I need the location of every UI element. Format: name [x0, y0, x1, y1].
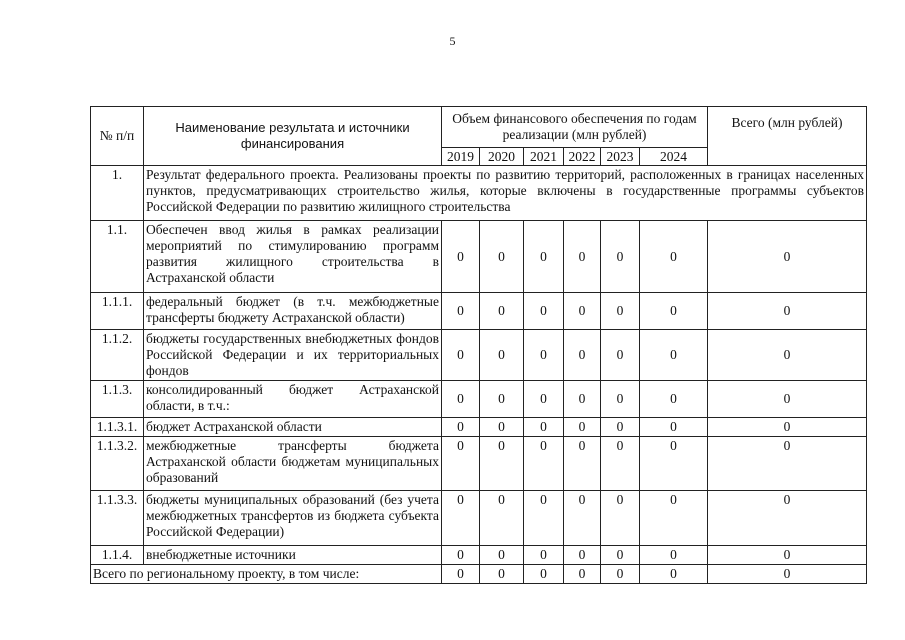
row-value-2023: 0 — [601, 221, 640, 293]
row-num: 1.1.3.1. — [91, 418, 144, 437]
row-name: бюджеты муниципальных образований (без учета межбюджетных трансфертов из бюджета субъекта Российской Федерации) — [144, 491, 442, 546]
row-value-2021: 0 — [524, 546, 564, 565]
row-value-2019: 0 — [442, 418, 480, 437]
table-row — [91, 437, 867, 491]
row-num: 1.1.1. — [91, 293, 144, 330]
row-value-2022: 0 — [564, 381, 601, 418]
row-value-2023: 0 — [601, 381, 640, 418]
row-value-2019: 0 — [442, 437, 480, 491]
row-name: внебюджетные источники — [144, 546, 442, 565]
table-row — [91, 546, 867, 565]
table-row — [91, 491, 867, 546]
year-2022: 2022 — [564, 148, 601, 166]
year-2020: 2020 — [480, 148, 524, 166]
table-row — [91, 381, 867, 418]
row-value-2020: 0 — [480, 437, 524, 491]
row-value-2021: 0 — [524, 293, 564, 330]
row-total: 0 — [708, 330, 867, 381]
row-value-2022: 0 — [564, 221, 601, 293]
footer-value-2020: 0 — [480, 565, 524, 584]
year-2023: 2023 — [601, 148, 640, 166]
row-name: федеральный бюджет (в т.ч. межбюджетные трансферты бюджету Астраханской области) — [144, 293, 442, 330]
row-value-2022: 0 — [564, 437, 601, 491]
table-row — [91, 418, 867, 437]
row-name: бюджет Астраханской области — [144, 418, 442, 437]
header-funding-col: Объем финансового обеспечения по годам реализации (млн рублей) — [442, 107, 708, 148]
row-value-2020: 0 — [480, 546, 524, 565]
row-num: 1.1.3. — [91, 381, 144, 418]
row-total: 0 — [708, 491, 867, 546]
header-num-col: № п/п — [91, 107, 144, 166]
row-value-2019: 0 — [442, 546, 480, 565]
row-total: 0 — [708, 437, 867, 491]
row-value-2024: 0 — [640, 546, 708, 565]
row-value-2019: 0 — [442, 381, 480, 418]
footer-row — [91, 565, 867, 584]
row-value-2023: 0 — [601, 546, 640, 565]
year-2021: 2021 — [524, 148, 564, 166]
footer-value-2019: 0 — [442, 565, 480, 584]
row-value-2021: 0 — [524, 221, 564, 293]
row-value-2021: 0 — [524, 381, 564, 418]
year-2019: 2019 — [442, 148, 480, 166]
row-total: 0 — [708, 418, 867, 437]
row-value-2024: 0 — [640, 221, 708, 293]
row-value-2021: 0 — [524, 437, 564, 491]
footer-label: Всего по региональному проекту, в том числе: — [91, 565, 442, 584]
row-value-2024: 0 — [640, 381, 708, 418]
section-row — [91, 166, 867, 221]
table-row — [91, 293, 867, 330]
row-value-2019: 0 — [442, 330, 480, 381]
row-value-2024: 0 — [640, 491, 708, 546]
row-num: 1.1.2. — [91, 330, 144, 381]
table-row — [91, 221, 867, 293]
row-num: 1.1.3.2. — [91, 437, 144, 491]
row-name: межбюджетные трансферты бюджета Астраханской области бюджетам муниципальных образований — [144, 437, 442, 491]
row-total: 0 — [708, 293, 867, 330]
footer-total: 0 — [708, 565, 867, 584]
row-value-2022: 0 — [564, 491, 601, 546]
row-value-2024: 0 — [640, 437, 708, 491]
row-value-2019: 0 — [442, 293, 480, 330]
row-total: 0 — [708, 381, 867, 418]
row-value-2020: 0 — [480, 293, 524, 330]
row-value-2024: 0 — [640, 293, 708, 330]
header-total-col: Всего (млн рублей) — [708, 107, 867, 166]
section-text: Результат федерального проекта. Реализованы проекты по развитию территорий, расположенных в границах населенных пунктов, предусматривающих строительство жилья, которые включены в государственные программы субъектов Российской Федерации по развитию жилищного строительства — [144, 166, 867, 221]
row-value-2019: 0 — [442, 221, 480, 293]
footer-value-2024: 0 — [640, 565, 708, 584]
row-num: 1.1.3.3. — [91, 491, 144, 546]
row-value-2022: 0 — [564, 293, 601, 330]
year-2024: 2024 — [640, 148, 708, 166]
page-number: 5 — [449, 34, 456, 48]
row-value-2023: 0 — [601, 330, 640, 381]
row-name: консолидированный бюджет Астраханской области, в т.ч.: — [144, 381, 442, 418]
footer-value-2023: 0 — [601, 565, 640, 584]
row-value-2020: 0 — [480, 221, 524, 293]
row-value-2021: 0 — [524, 330, 564, 381]
row-value-2020: 0 — [480, 330, 524, 381]
financing-table — [90, 106, 867, 584]
table-row — [91, 330, 867, 381]
section-num: 1. — [91, 166, 144, 221]
row-value-2019: 0 — [442, 491, 480, 546]
row-num: 1.1. — [91, 221, 144, 293]
row-name: Обеспечен ввод жилья в рамках реализации мероприятий по стимулированию программ развития жилищного строительства в Астраханской области — [144, 221, 442, 293]
row-value-2022: 0 — [564, 546, 601, 565]
row-total: 0 — [708, 546, 867, 565]
row-value-2023: 0 — [601, 491, 640, 546]
row-value-2022: 0 — [564, 418, 601, 437]
row-value-2023: 0 — [601, 437, 640, 491]
footer-value-2021: 0 — [524, 565, 564, 584]
row-value-2023: 0 — [601, 418, 640, 437]
row-num: 1.1.4. — [91, 546, 144, 565]
row-value-2023: 0 — [601, 293, 640, 330]
row-value-2022: 0 — [564, 330, 601, 381]
row-value-2021: 0 — [524, 418, 564, 437]
row-name: бюджеты государственных внебюджетных фондов Российской Федерации и их территориальных фондов — [144, 330, 442, 381]
row-value-2020: 0 — [480, 491, 524, 546]
row-value-2020: 0 — [480, 418, 524, 437]
row-total: 0 — [708, 221, 867, 293]
header-name-col: Наименование результата и источники финансирования — [144, 107, 442, 166]
row-value-2021: 0 — [524, 491, 564, 546]
row-value-2024: 0 — [640, 418, 708, 437]
row-value-2020: 0 — [480, 381, 524, 418]
row-value-2024: 0 — [640, 330, 708, 381]
footer-value-2022: 0 — [564, 565, 601, 584]
